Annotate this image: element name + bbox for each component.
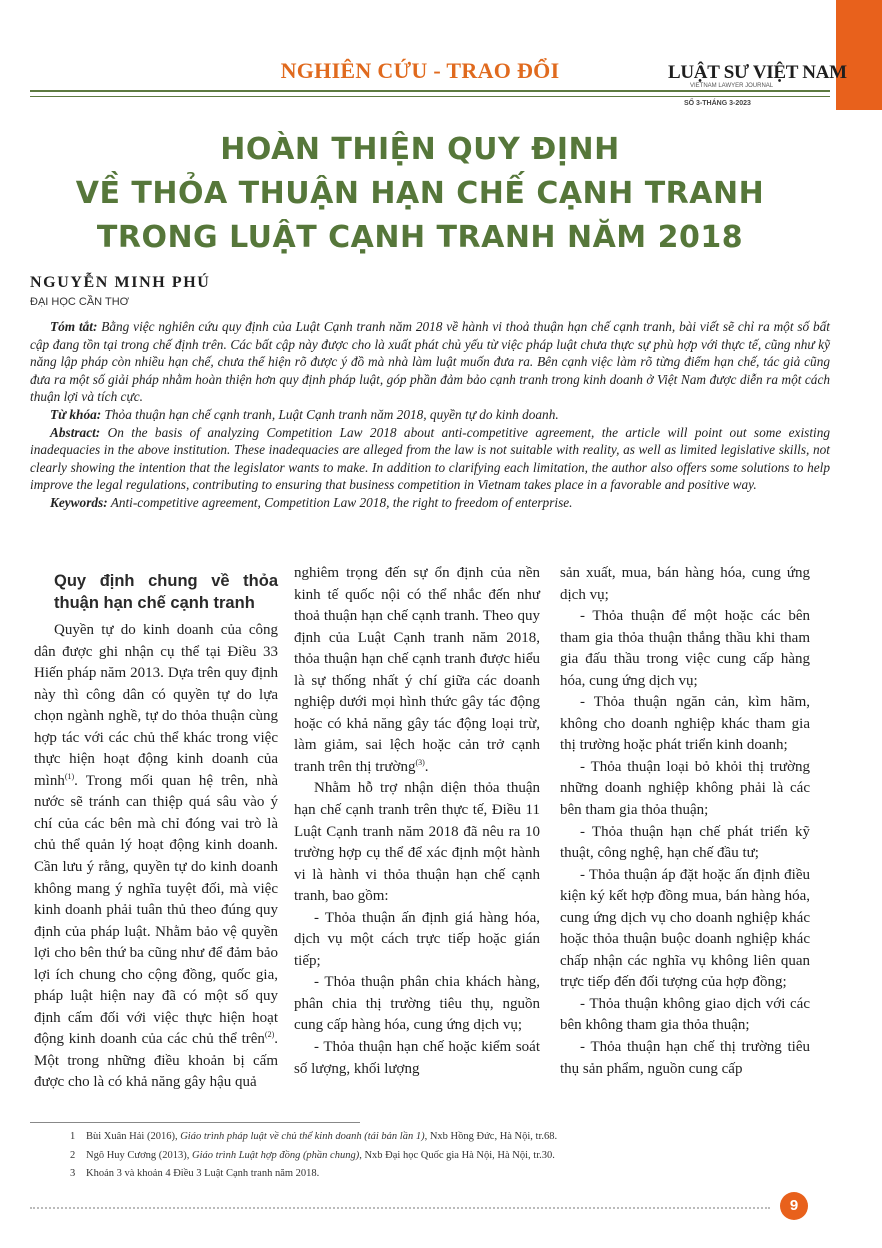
body-column-1 [34, 570, 278, 1094]
magazine-name: LUẬT SƯ VIỆT NAM [668, 62, 847, 83]
text: . [424, 758, 429, 775]
page-number: 9 [780, 1192, 808, 1220]
paragraph [294, 563, 540, 778]
title-line-3: TRONG LUẬT CẠNH TRANH NĂM 2018 [96, 220, 744, 255]
title-line-1: HOÀN THIỆN QUY ĐỊNH [220, 132, 620, 167]
list-item: - Thỏa thuận hạn chế phát triển kỹ thuật, công nghệ, hạn chế đầu tư; [560, 823, 810, 862]
keywords-en-text: Anti-competitive agreement, Competition Law 2018, the right to freedom of enterprise. [110, 494, 573, 510]
footnote-text: Ngô Huy Cương (2013), [86, 1149, 193, 1161]
summary-label: Tóm tắt: [50, 319, 98, 334]
bottom-rule [30, 1207, 770, 1209]
footnote-text: Khoản 3 và khoản 4 Điều 3 Luật Cạnh tranh năm 2018. [86, 1168, 320, 1179]
footnote-title: Giáo trình Luật hợp đồng (phần chung) [192, 1149, 360, 1161]
header-rule-thin [30, 96, 830, 97]
issue-label: SỐ 3-THÁNG 3-2023 [684, 100, 751, 107]
abstract-en-text: On the basis of analyzing Competition Law 2018 about anti-competitive agreement, the article will point out some existing inadequacies in the above institution. These inadequacies are alleged from the law is not suitable with reality, as well as limited legislative skills, not clearly showing the intention that the legislator wants to make. In addition to clarifying each limitation, the author also offers some solutions to help improve the legal regulations, contributing to ensuring that business competition in Vietnam takes place in a favorable and positive way. [30, 424, 831, 493]
abstract-block [30, 318, 830, 512]
keywords-en-label: Keywords: [50, 494, 108, 510]
footnotes [70, 1128, 806, 1184]
list-item: sản xuất, mua, bán hàng hóa, cung ứng dịch vụ; [560, 565, 810, 603]
header-rule [30, 90, 830, 92]
list-item: - Thỏa thuận không giao dịch với các bên không tham gia thỏa thuận; [560, 995, 810, 1034]
list-item: - Thỏa thuận ngăn cản, kìm hãm, không cho doanh nghiệp khác tham gia thị trường hoặc phát triển kinh doanh; [560, 694, 810, 754]
footnote-title: Giáo trình pháp luật về chủ thể kinh doanh (tái bản lần 1) [180, 1131, 425, 1142]
title-line-2: VỀ THỎA THUẬN HẠN CHẾ CẠNH TRANH [75, 176, 765, 211]
list-item: - Thỏa thuận hạn chế hoặc kiểm soát số lượng, khối lượng [294, 1039, 540, 1077]
body-column-3 [560, 563, 810, 1080]
author-affiliation: ĐẠI HỌC CẦN THƠ [30, 296, 130, 308]
summary-text: Bằng việc nghiên cứu quy định của Luật Cạnh tranh năm 2018 về hành vi thoả thuận hạn chế cạnh tranh, bài viết sẽ chỉ ra một số bất cập đang tồn tại trong chế định trên. Các bất cập này được cho là xuất phát chủ yếu từ việc pháp luật chưa thực sự phù hợp với thực tế, cũng như kỹ năng lập pháp còn nhiều hạn chế, chưa thể hiện rõ được ý đồ mà nhà làm luật muốn đưa ra. Bên cạnh việc làm rõ từng điểm hạn chế, tác giả cũng đưa ra một số giải pháp nhằm hoàn thiện hơn quy định pháp luật, góp phần đảm bảo cạnh tranh trong kinh doanh ở Việt Nam được diễn ra một cách thuận lợi và tích cực. [30, 319, 831, 405]
footnote-rule [30, 1122, 360, 1123]
footnote-2 [70, 1147, 806, 1166]
author-name: NGUYỄN MINH PHÚ [30, 274, 211, 291]
footnote-ref-1: (1) [64, 771, 75, 781]
summary-vi [30, 318, 830, 406]
abstract-en-label: Abstract: [50, 424, 101, 440]
footnote-number: 3 [70, 1168, 76, 1179]
paragraph: Nhằm hỗ trợ nhận diện thỏa thuận hạn chế cạnh tranh trên thực tế, Điều 11 Luật Cạnh tranh năm 2018 đã nêu ra 10 trường hợp cụ thể để xác định một hành vi là hành vi thỏa thuận hạn chế cạnh tranh, bao gồm: [294, 780, 540, 905]
paragraph [34, 620, 278, 1094]
footnote-3 [70, 1165, 806, 1184]
abstract-en [30, 424, 830, 494]
list-item: - Thỏa thuận áp đặt hoặc ấn định điều kiện ký kết hợp đồng mua, bán hàng hóa, cung ứng dịch vụ cho doanh nghiệp khác hoặc thỏa thuận buộc doanh nghiệp khác chấp nhận các nghĩa vụ không liên quan trực tiếp đến đối tượng của hợp đồng; [560, 866, 810, 991]
article-title [40, 128, 800, 260]
footnote-ref-2: (2) [264, 1030, 275, 1040]
keywords-vi-text: Thỏa thuận hạn chế cạnh tranh, Luật Cạnh tranh năm 2018, quyền tự do kinh doanh. [104, 406, 559, 422]
footnote-ref-3: (3) [415, 757, 425, 767]
footnote-1 [70, 1128, 806, 1147]
list-item: - Thỏa thuận ấn định giá hàng hóa, dịch vụ một cách trực tiếp hoặc gián tiếp; [294, 909, 540, 969]
footnote-text: Bùi Xuân Hải (2016), [86, 1131, 181, 1142]
list-item: - Thỏa thuận loại bỏ khỏi thị trường những doanh nghiệp không phải là các bên tham gia thỏa thuận; [560, 758, 810, 819]
text: nghiêm trọng đến sự ổn định của nền kinh tế quốc nội có thể nhắc đến như thoả thuận hạn chế cạnh tranh. Theo quy định của Luật Cạnh tranh năm 2018, thỏa thuận hạn chế cạnh tranh được hiểu là sự thống nhất ý chí giữa các doanh nghiệp dưới mọi hình thức gây tác động hoặc có khả năng gây tác động loại trừ, làm giảm, sai lệch hoặc cản trở cạnh tranh trên thị trường [294, 565, 540, 775]
header-accent-bar [836, 0, 882, 110]
list-item: - Thỏa thuận để một hoặc các bên tham gia thỏa thuận thắng thầu khi tham gia đấu thầu trong việc cung cấp hàng hóa, cung ứng dịch vụ; [560, 608, 810, 689]
footnote-number: 2 [70, 1149, 76, 1161]
list-item: - Thỏa thuận phân chia khách hàng, phân chia thị trường tiêu thụ, nguồn cung cấp hàng hóa, cung ứng dịch vụ; [294, 974, 540, 1034]
body-column-2 [294, 563, 540, 1080]
magazine-subtitle: VIETNAM LAWYER JOURNAL [690, 83, 774, 89]
keywords-vi-label: Từ khóa: [50, 406, 102, 422]
text: . Một trong những điều khoản bị cấm được cho là có khả năng gây hậu quả [34, 1031, 278, 1091]
footnote-number: 1 [70, 1131, 76, 1142]
keywords-en [30, 494, 830, 512]
section-heading: Quy định chung về thỏa thuận hạn chế cạnh tranh [54, 572, 278, 612]
footnote-text: , Nxb Đại học Quốc gia Hà Nội, Hà Nội, tr.30. [359, 1149, 555, 1161]
footnote-text: , Nxb Hồng Đức, Hà Nội, tr.68. [424, 1131, 558, 1142]
list-item: - Thỏa thuận hạn chế thị trường tiêu thụ sản phẩm, nguồn cung cấp [560, 1039, 810, 1077]
text: . Trong mối quan hệ trên, nhà nước sẽ tránh can thiệp quá sâu vào ý chí của các bên mà chỉ đóng vai trò là chủ thể quản lý hoạt động kinh doanh. Cần lưu ý rằng, quyền tự do kinh doanh không mang ý nghĩa tuyệt đối, mà việc kinh doanh phải tuân thủ theo đúng quy định của pháp luật. Nhằm bảo vệ quyền lợi cho bên thứ ba cũng như để đảm bảo lợi ích chung cho cộng đồng, quốc gia, pháp luật hiện nay đã có một số quy định cấm đối với việc thực hiện hoạt động kinh doanh của các chủ thể trên [34, 772, 278, 1048]
keywords-vi [30, 406, 830, 424]
text: Quyền tự do kinh doanh của công dân được ghi nhận cụ thể tại Điều 33 Hiến pháp năm 2013. Dựa trên quy định này thì công dân có quyền tự do lựa chọn ngành nghề, tự do thỏa thuận cùng hợp tác với các chủ thể khác trong việc thực hiện hoạt động kinh doanh của mình [34, 622, 278, 789]
section-tag: NGHIÊN CỨU - TRAO ĐỔI [280, 58, 560, 83]
